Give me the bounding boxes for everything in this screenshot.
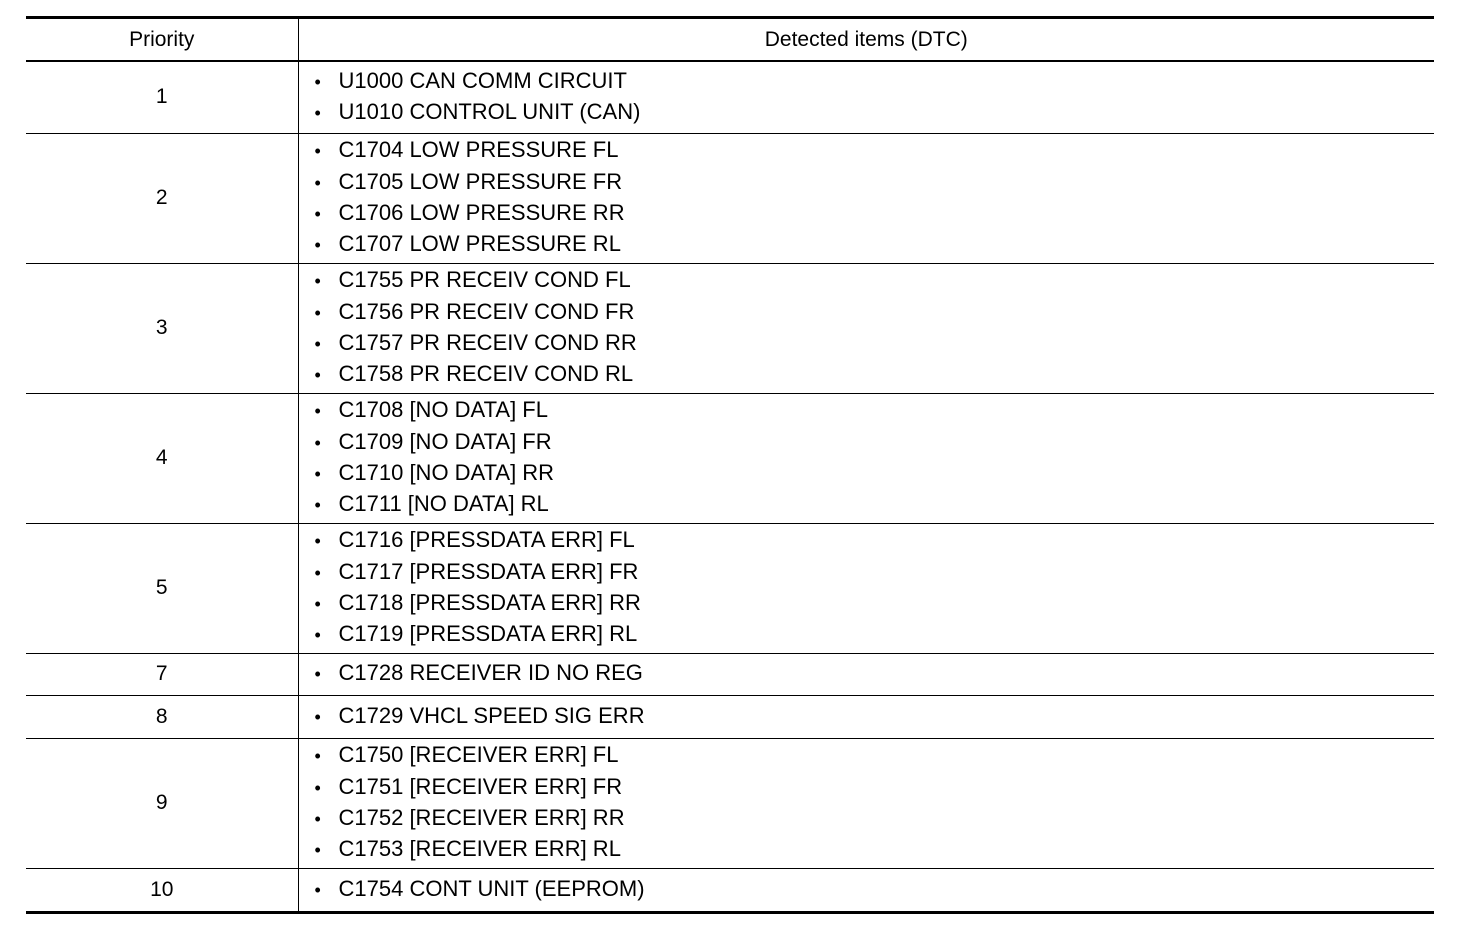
table-row xyxy=(26,695,1434,738)
priority-cell: 8 xyxy=(26,695,298,738)
priority-cell: 9 xyxy=(26,738,298,868)
detected-items-cell xyxy=(298,133,1434,263)
bullet-icon: • xyxy=(314,401,321,422)
list-item xyxy=(315,167,1435,198)
bullet-icon: • xyxy=(314,103,321,124)
bullet-icon: • xyxy=(314,664,321,685)
bullet-icon: • xyxy=(314,235,321,256)
table-row xyxy=(26,868,1434,912)
bullet-icon: • xyxy=(314,706,321,727)
dtc-code-text: C1710 [NO DATA] RR xyxy=(338,460,555,485)
dtc-code-text: C1728 RECEIVER ID NO REG xyxy=(338,660,643,686)
table-row xyxy=(26,523,1434,653)
priority-cell: 3 xyxy=(26,263,298,393)
dtc-code-text: C1707 LOW PRESSURE RL xyxy=(338,231,621,257)
dtc-list xyxy=(299,265,1435,390)
dtc-code-text: U1000 CAN COMM CIRCUIT xyxy=(338,67,627,93)
dtc-code-text: C1756 PR RECEIV COND FR xyxy=(338,298,635,324)
bullet-icon: • xyxy=(314,531,321,552)
detected-items-cell xyxy=(298,695,1434,738)
list-item xyxy=(315,359,1435,390)
list-item xyxy=(315,97,1435,128)
list-item xyxy=(315,588,1435,619)
dtc-code-text: C1704 LOW PRESSURE FL xyxy=(338,137,619,163)
dtc-code-text: C1716 [PRESSDATA ERR] FL xyxy=(338,527,635,553)
dtc-code-text: C1729 VHCL SPEED SIG ERR xyxy=(338,702,645,728)
list-item xyxy=(315,229,1435,260)
list-item xyxy=(315,740,1435,771)
detected-items-cell xyxy=(298,61,1434,133)
list-item xyxy=(315,427,1435,458)
list-item xyxy=(315,198,1435,229)
dtc-code-text: C1752 [RECEIVER ERR] RR xyxy=(338,805,625,830)
priority-cell: 10 xyxy=(26,868,298,912)
bullet-icon: • xyxy=(314,432,321,453)
detected-items-cell xyxy=(298,393,1434,523)
list-item xyxy=(315,328,1435,359)
bullet-icon: • xyxy=(314,365,321,386)
list-item xyxy=(315,489,1435,520)
bullet-icon: • xyxy=(314,172,321,193)
dtc-code-text: C1717 [PRESSDATA ERR] FR xyxy=(338,558,639,584)
table-body xyxy=(26,61,1434,912)
dtc-list xyxy=(299,395,1435,520)
priority-cell: 5 xyxy=(26,523,298,653)
table-row xyxy=(26,738,1434,868)
dtc-code-text: C1709 [NO DATA] FR xyxy=(338,428,552,454)
bullet-icon: • xyxy=(314,302,321,323)
dtc-code-text: C1757 PR RECEIV COND RR xyxy=(338,330,637,355)
dtc-code-text: U1010 CONTROL UNIT (CAN) xyxy=(338,99,641,125)
bullet-icon: • xyxy=(314,777,321,798)
dtc-code-text: C1719 [PRESSDATA ERR] RL xyxy=(338,621,638,647)
bullet-icon: • xyxy=(314,271,321,292)
detected-items-cell xyxy=(298,868,1434,912)
list-item xyxy=(315,619,1435,650)
bullet-icon: • xyxy=(314,71,321,92)
list-item xyxy=(315,658,1435,689)
bullet-icon: • xyxy=(314,840,321,861)
table-row xyxy=(26,61,1434,133)
bullet-icon: • xyxy=(314,464,321,484)
dtc-code-text: C1753 [RECEIVER ERR] RL xyxy=(338,836,621,862)
bullet-icon: • xyxy=(314,594,321,614)
dtc-code-text: C1708 [NO DATA] FL xyxy=(338,397,548,423)
detected-items-cell xyxy=(298,263,1434,393)
table-row xyxy=(26,653,1434,695)
dtc-list xyxy=(299,66,1435,129)
bullet-icon: • xyxy=(314,746,321,767)
dtc-code-text: C1750 [RECEIVER ERR] FL xyxy=(338,742,619,768)
bullet-icon: • xyxy=(314,809,321,829)
list-item xyxy=(315,772,1435,803)
table-row xyxy=(26,133,1434,263)
dtc-list xyxy=(299,740,1435,865)
header-row xyxy=(26,18,1434,62)
list-item xyxy=(315,803,1435,834)
dtc-list xyxy=(299,874,1435,905)
table-row xyxy=(26,393,1434,523)
bullet-icon: • xyxy=(314,562,321,583)
dtc-list xyxy=(299,701,1435,732)
dtc-code-text: C1711 [NO DATA] RL xyxy=(338,491,549,517)
bullet-icon: • xyxy=(314,625,321,646)
priority-cell: 1 xyxy=(26,61,298,133)
header-detected-items: Detected items (DTC) xyxy=(298,18,1434,62)
list-item xyxy=(315,874,1435,905)
dtc-code-text: C1755 PR RECEIV COND FL xyxy=(338,267,631,293)
table-row xyxy=(26,263,1434,393)
priority-cell: 4 xyxy=(26,393,298,523)
dtc-priority-table xyxy=(26,16,1434,914)
detected-items-cell xyxy=(298,738,1434,868)
bullet-icon: • xyxy=(314,334,321,354)
list-item xyxy=(315,66,1435,97)
dtc-code-text: C1754 CONT UNIT (EEPROM) xyxy=(338,875,645,901)
list-item xyxy=(315,557,1435,588)
detected-items-cell xyxy=(298,523,1434,653)
dtc-code-text: C1705 LOW PRESSURE FR xyxy=(338,168,623,194)
list-item xyxy=(315,265,1435,296)
header-priority: Priority xyxy=(26,18,298,62)
priority-cell: 7 xyxy=(26,653,298,695)
priority-cell: 2 xyxy=(26,133,298,263)
dtc-list xyxy=(299,135,1435,260)
bullet-icon: • xyxy=(314,204,321,224)
list-item xyxy=(315,297,1435,328)
detected-items-cell xyxy=(298,653,1434,695)
list-item xyxy=(315,395,1435,426)
list-item xyxy=(315,701,1435,732)
dtc-code-text: C1706 LOW PRESSURE RR xyxy=(338,200,625,225)
bullet-icon: • xyxy=(314,495,321,516)
list-item xyxy=(315,834,1435,865)
list-item xyxy=(315,525,1435,556)
list-item xyxy=(315,458,1435,489)
bullet-icon: • xyxy=(314,141,321,162)
dtc-list xyxy=(299,525,1435,650)
bullet-icon: • xyxy=(314,879,321,900)
dtc-list xyxy=(299,658,1435,689)
dtc-code-text: C1718 [PRESSDATA ERR] RR xyxy=(338,590,641,615)
list-item xyxy=(315,135,1435,166)
dtc-code-text: C1758 PR RECEIV COND RL xyxy=(338,361,634,387)
dtc-code-text: C1751 [RECEIVER ERR] FR xyxy=(338,773,623,799)
